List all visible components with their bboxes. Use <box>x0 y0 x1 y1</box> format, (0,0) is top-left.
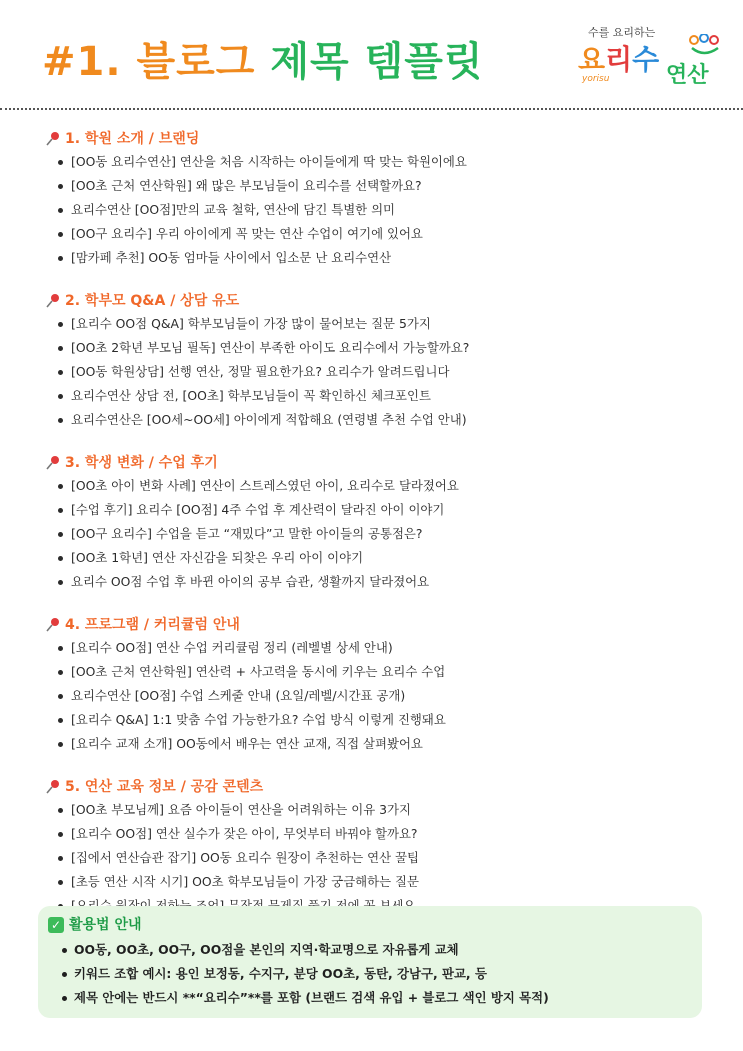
logo-tagline: 수를 요리하는 <box>588 26 656 39</box>
section-heading <box>45 776 705 798</box>
guide-list <box>74 938 549 1010</box>
section-title: 5. 연산 교육 정보 / 공감 콘텐츠 <box>65 779 264 795</box>
list-item: [초등 연산 시작 시기] OO초 학부모님들이 가장 궁금해하는 질문 <box>71 870 705 894</box>
list-item: [OO동 요리수연산] 연산을 처음 시작하는 아이들에게 딱 맞는 학원이에요 <box>71 150 705 174</box>
guide-title: 활용법 안내 <box>69 917 142 933</box>
section-title: 4. 프로그램 / 커리큘럼 안내 <box>65 617 240 633</box>
header <box>0 0 743 106</box>
list-item: 요리수연산 상담 전, [OO초] 학부모님들이 꼭 확인하신 체크포인트 <box>71 384 705 408</box>
title-list <box>45 636 705 756</box>
section-title: 3. 학생 변화 / 수업 후기 <box>65 455 218 471</box>
title-heading: 제목 <box>270 39 350 85</box>
list-item: [요리수 OO점] 연산 실수가 잦은 아이, 무엇부터 바꿔야 할까요? <box>71 822 705 846</box>
pushpin-icon <box>45 779 61 795</box>
list-item: [OO초 근처 연산학원] 왜 많은 부모님들이 요리수를 선택할까요? <box>71 174 705 198</box>
list-item: [맘카페 추천] OO동 엄마들 사이에서 입소문 난 요리수연산 <box>71 246 705 270</box>
title-list <box>45 312 705 432</box>
list-item: [OO초 부모님께] 요즘 아이들이 연산을 어려워하는 이유 3가지 <box>71 798 705 822</box>
logo-char-2: 리 <box>605 43 633 76</box>
section-heading <box>45 128 705 150</box>
list-item: [수업 후기] 요리수 [OO점] 4주 수업 후 계산력이 달라진 아이 이야기 <box>71 498 705 522</box>
section-title: 1. 학원 소개 / 브랜딩 <box>65 131 200 147</box>
pushpin-icon <box>45 131 61 147</box>
list-item: [OO초 근처 연산학원] 연산력 + 사고력을 동시에 키우는 요리수 수업 <box>71 660 705 684</box>
pushpin-icon <box>45 293 61 309</box>
list-item: 요리수연산 [OO점]만의 교육 철학, 연산에 담긴 특별한 의미 <box>71 198 705 222</box>
brand-logo <box>578 22 728 94</box>
list-item: [OO초 1학년] 연산 자신감을 되찾은 우리 아이 이야기 <box>71 546 705 570</box>
list-item: [요리수 교재 소개] OO동에서 배우는 연산 교재, 직접 살펴봤어요 <box>71 732 705 756</box>
guide-item: 제목 안에는 반드시 **“요리수”**를 포함 (브랜드 검색 유입 + 블로그 색인 방지 목적) <box>74 986 549 1010</box>
guide-item: 키워드 조합 예시: 용인 보정동, 수지구, 분당 OO초, 동탄, 강남구, 판교, 등 <box>74 962 549 986</box>
pushpin-icon <box>45 455 61 471</box>
title-list <box>45 474 705 594</box>
title-template: 템플릿 <box>364 39 484 85</box>
logo-wordmark <box>578 38 659 78</box>
section-education-info <box>45 776 705 918</box>
list-item: [OO동 학원상담] 선행 연산, 정말 필요한가요? 요리수가 알려드립니다 <box>71 360 705 384</box>
logo-romanized: yorisu <box>582 74 610 84</box>
list-item: [OO초 아이 변화 사례] 연산이 스트레스였던 아이, 요리수로 달라졌어요 <box>71 474 705 498</box>
title-blog: 블로그 <box>136 39 256 85</box>
list-item: [요리수 Q&A] 1:1 맞춤 수업 가능한가요? 수업 방식 이렇게 진행돼요 <box>71 708 705 732</box>
list-item: [OO구 요리수] 수업을 듣고 “재밌다”고 말한 아이들의 공통점은? <box>71 522 705 546</box>
section-heading <box>45 290 705 312</box>
guide-item: OO동, OO초, OO구, OO점을 본인의 지역·학교명으로 자유롭게 교체 <box>74 938 549 962</box>
section-title: 2. 학부모 Q&A / 상담 유도 <box>65 293 240 309</box>
list-item: 요리수연산 [OO점] 수업 스케줄 안내 (요일/레벨/시간표 공개) <box>71 684 705 708</box>
title-number: #1. <box>42 39 122 85</box>
guide-heading <box>48 914 142 934</box>
logo-char-3: 수 <box>632 43 660 76</box>
logo-faces-icon <box>688 34 724 56</box>
sections-container <box>45 128 705 938</box>
page-title <box>42 30 483 87</box>
section-student-change <box>45 452 705 594</box>
list-item: [OO구 요리수] 우리 아이에게 꼭 맞는 연산 수업이 여기에 있어요 <box>71 222 705 246</box>
section-parent-qa <box>45 290 705 432</box>
usage-guide-box <box>38 906 702 1018</box>
section-heading <box>45 614 705 636</box>
dotted-divider <box>0 108 743 110</box>
section-curriculum <box>45 614 705 756</box>
pushpin-icon <box>45 617 61 633</box>
section-heading <box>45 452 705 474</box>
logo-char-1: 요 <box>578 43 606 76</box>
checkmark-icon: ✓ <box>48 917 64 933</box>
list-item: [요리수 OO점 Q&A] 학부모님들이 가장 많이 물어보는 질문 5가지 <box>71 312 705 336</box>
section-branding <box>45 128 705 270</box>
title-list <box>45 150 705 270</box>
list-item: [집에서 연산습관 잡기] OO동 요리수 원장이 추천하는 연산 꿀팁 <box>71 846 705 870</box>
title-list <box>45 798 705 918</box>
list-item: 요리수 OO점 수업 후 바뀐 아이의 공부 습관, 생활까지 달라졌어요 <box>71 570 705 594</box>
list-item: [OO초 2학년 부모님 필독] 연산이 부족한 아이도 요리수에서 가능할까요? <box>71 336 705 360</box>
list-item: 요리수연산은 [OO세~OO세] 아이에게 적합해요 (연령별 추천 수업 안내) <box>71 408 705 432</box>
list-item: [요리수 OO점] 연산 수업 커리큘럼 정리 (레벨별 상세 안내) <box>71 636 705 660</box>
logo-subtitle: 연산 <box>666 63 709 88</box>
